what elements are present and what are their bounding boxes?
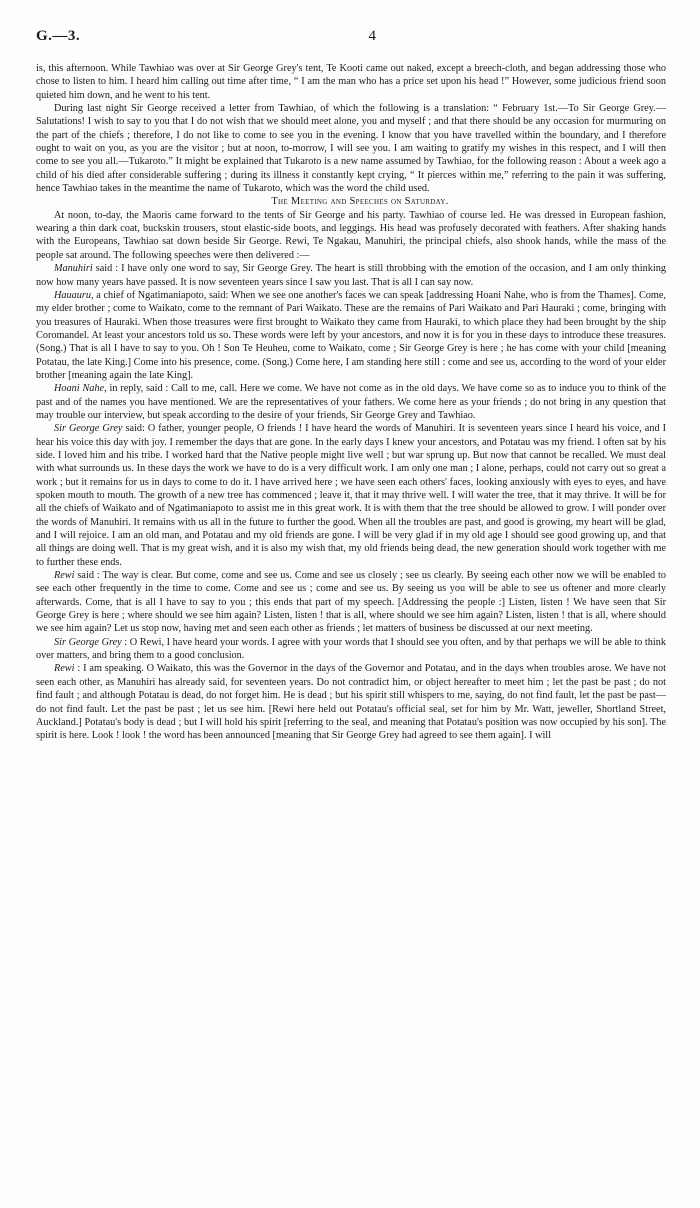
speaker-name: Rewi [54, 570, 75, 582]
speaker-name: Rewi [54, 663, 75, 675]
document-body [36, 62, 666, 743]
page-number: 4 [368, 28, 376, 44]
speech-paragraph: Sir George Grey said: O father, younger people, O friends ! I have heard the words of Manuhiri. It is seventeen years since I heard his voice, and I hear his voice this day with joy. I remember the days that are gone. In the early days I knew your ancestors, and Potatau was my friend. I often sat by his side. I loved him and his tribe. I worked hard that the Native people might live well ; but war sprung up. But now that cannot be recalled. We must deal with what surrounds us. In these days the work we have to do is a very difficult work. I am only one man ; I alone, perhaps, could not carry out so great a work ; but it remains for us in days to come to do it. I have arrived here ; we have seen each others' faces, looking anxiously with eyes to eyes, and have spoken mouth to mouth. The growth of a new tree has commenced ; leave it, that it may thrive well. I will water the tree, that it may thrive. It will be for all the chiefs of Waikato and of Ngatimaniapoto to assist me in this great work. It is with them that the tree should be allowed to grow. I will ponder over the words of Manuhiri. It remains with us all in the future to further the good. When all the troubles are past, and good is growing, my heart will be glad, and I will rejoice. I am an old man, and Potatau and my old friends are gone. I will be very glad if in my old age I should see good growing up, and that all things are doing well. That is my great wish, and it is also my wish that, my old friends being dead, the new generation should work together with me to further these ends. [36, 423, 667, 568]
page-header [36, 28, 666, 62]
speaker-name: Manuhiri [54, 263, 93, 275]
speaker-name: Hauauru [54, 289, 92, 301]
speech-paragraph: Hauauru, a chief of Ngatimaniapoto, said: When we see one another's faces we can speak [addressing Hoani Nahe, who is from the Thames]. Come, my elder brother ; come to Waikato, come to the remnant of Pari Waikato. These are the remains of Pari Waikato and Pari Hauraki ; come, bringing with you treasures of Hauraki. When those treasures were first brought to Waikato they came from Hauraki, to which place they had been brought by the ship Coromandel. At least your ancestors told us so. These words were left by your ancestors, and now it is for you in these days to introduce these treasures. (Song.) That is all I have to say to you. Oh ! Son Te Heuheu, come to Waikato, come ; Sir George Grey is here ; he has come with your child [meaning Potatau, the late King.] Come into his presence, come. (Song.) Come here, I am standing here still : come and see us, according to the word of your elder brother [meaning again the late King]. [36, 289, 666, 381]
paragraph: is, this afternoon. While Tawhiao was over at Sir George Grey's tent, Te Kooti came out naked, except a breech-cloth, and began addressing those who chose to listen to him. I heard him calling out time after time, “ I am the man who has a price set upon his head !” However, some judicious friend soon quieted him down, and he went to his tent. [36, 63, 666, 101]
speaker-name: Sir George Grey [54, 636, 122, 648]
speech-paragraph: Rewi : I am speaking. O Waikato, this was the Governor in the days of the Governor and Potatau, and in the days when troubles arose. We have not seen each other, as Manuhiri has already said, for seventeen years. Do not contradict him, or object hereafter to meet him ; let the past be past ; do not find fault ; and although Potatau is dead, do not forget him. He is dead ; but his spirit still whispers to me, saying, do not find fault, let the past be past—do not find fault. Let the past be past ; let us see him. [Rewi here held out Potatau's official seal, set for him by Mr. Watt, jeweller, Shortland Street, Auckland.] Potatau's body is dead ; but I will hold his spirit [referring to the seal, and meaning that Potatau's position was now occupied by his son]. The spirit is here. Look ! look ! the word has been announced [meaning that Sir George Grey had agreed to see them again]. I will [36, 663, 666, 742]
speech-paragraph: Hoani Nahe, in reply, said : Call to me, call. Here we come. We have not come as in the old days. We have come so as to induce you to think of the past and of the names you have mentioned. We are the representatives of your fathers. We come here as your friends ; do not bring in any question that may trouble our interview, but speak according to the desire of your friends, Sir George Grey and Tawhiao. [36, 383, 666, 421]
section-heading: The Meeting and Speeches on Saturday. [271, 196, 449, 208]
speech-paragraph: Sir George Grey : O Rewi, I have heard your words. I agree with your words that I should see you often, and by that perhaps we will be able to think over matters, and bring them to a good conclusion. [36, 636, 667, 662]
document-reference: G.—3. [36, 28, 81, 44]
paragraph: During last night Sir George received a letter from Tawhiao, of which the following is a translation: “ February 1st.—To Sir George Grey.—Salutations! I wish to say to you that I do not wish that we should meet alone, you and myself ; and that there should be any occasion for murmuring on the part of the chiefs ; therefore, I do not like to come to see you in the evening. I know that you have travelled within the boundary, and I therefore ought to wait on you, as you are the visitor ; but at noon, to-morrow, I will see you. I am waiting to gratify my wishes in this respect, and I will then come to see you all.—Tukaroto.” It might be explained that Tukaroto is a new name assumed by Tawhiao, for the following reason : About a week ago a child of his died after considerable suffering ; during its illness it constantly kept crying, “ It pierces within me,” referring to the pain it was suffering, hence Tawhiao takes in the meantime the name of Tukaroto, which was the word the child used. [36, 103, 666, 195]
speaker-name: Hoani Nahe [54, 383, 105, 395]
speech-paragraph: Rewi said : The way is clear. But come, come and see us. Come and see us closely ; see us clearly. By seeing each other now we will be enabled to see each other frequently in the time to come. Come and see us ; come and see us. By seeing us you will be able to see us oftener and more clearly afterwards. Come, that is all I have to say to you ; this ends that part of my speech. [Addressing the people :] Listen, listen ! We have seen that Sir George Grey is here ; where should we see him again? Listen, listen ! that is all, where should we see him again? Listen, listen ! that is all, where should we see him again? Let us stop now, having met and seen each other as friends ; let matters of business be discussed at our next meeting. [36, 570, 666, 635]
paragraph: At noon, to-day, the Maoris came forward to the tents of Sir George and his party. Tawhiao of course led. He was dressed in European fashion, wearing a thin dark coat, buckskin trousers, stout elastic-side boots, and leggings. His head was profusely decorated with feathers. After shaking hands with the Europeans, Tawhiao sat down beside Sir George. Rewi, Te Ngakau, Manuhiri, the principal chiefs, also shook hands, while the mass of the people sat around. The following speeches were then delivered :— [36, 209, 666, 261]
speaker-name: Sir George Grey [54, 423, 123, 435]
speech-paragraph: Manuhiri said : I have only one word to say, Sir George Grey. The heart is still throbbing with the emotion of the occasion, and I am only thinking now how many years have passed. It is now seventeen years since I saw you last. That is all I can say now. [36, 263, 666, 288]
